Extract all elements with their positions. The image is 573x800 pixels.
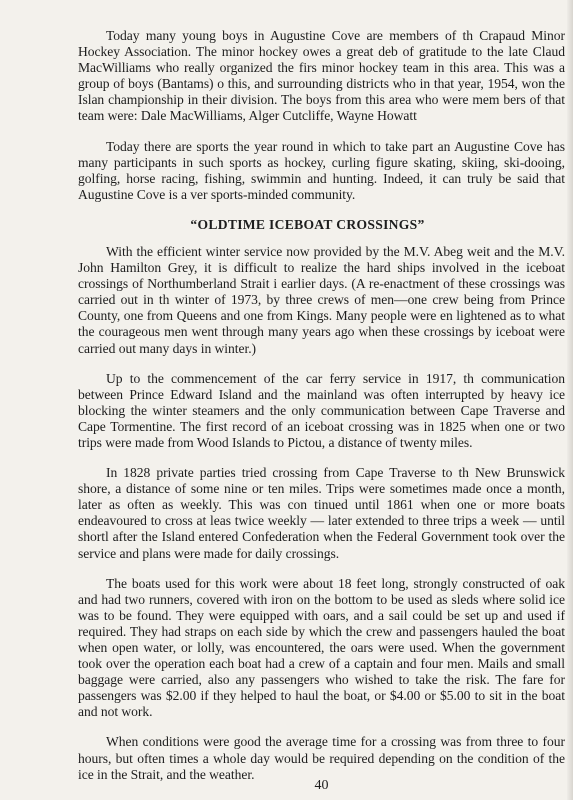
- paragraph-1828-crossings: In 1828 private parties tried crossing from Cape Traverse to th New Brunswick shore, a distance of some nine or ten miles. Trips were sometimes made once a month, later as often as weekly. This was con tinued until 1861 when one or more boats endeavoured to cross at leas twice weekly — later extended to three trips a week — until shortl after the Island entered Confederation when the Federal Government took over the service and plans were made for daily crossings.: [78, 465, 565, 561]
- paragraph-sports: Today there are sports the year round in which to take part an Augustine Cove has many participants in such sports as hockey, curling figure skating, skiing, ski-dooing, golfing, horse racing, fishing, swimmin and hunting. Indeed, it can truly be said that Augustine Cove is a ver sports-minded community.: [78, 138, 565, 202]
- text-column: [78, 28, 565, 783]
- section-heading: “OLDTIME ICEBOAT CROSSINGS”: [190, 216, 425, 232]
- paragraph-car-ferry: Up to the commencement of the car ferry service in 1917, th communication between Prince Edward Island and the mainland was often interrupted by heavy ice blocking the winter steamers and the only communication between Cape Traverse and Cape Tormentine. The first record of an iceboat crossing was in 1825 when one or two trips were made from Wood Islands to Pictou, a distance of twenty miles.: [78, 370, 565, 450]
- paragraph-crossing-time: When conditions were good the average time for a crossing was from three to four hours, but often times a whole day would be required depending on the condition of the ice in the Strait, and the weather.: [78, 734, 565, 782]
- paragraph-winter-service: With the efficient winter service now provided by the M.V. Abeg weit and the M.V. John Hamilton Grey, it is difficult to realize the hard ships involved in the iceboat crossings of Northumberland Strait i earlier days. (A re-enactment of these crossings was carried out in th winter of 1973, by three crews of men—one crew being from Prince County, one from Queens and one from Kings. Many people were en lightened as to what the courageous men went through many years ago when these crossings by iceboat were carried out many days in winter.): [78, 243, 565, 356]
- paragraph-hockey: Today many young boys in Augustine Cove are members of th Crapaud Minor Hockey Association. The minor hockey owes a great deb of gratitude to the late Claud MacWilliams who really organized the firs minor hockey team in this area. This was a group of boys (Bantams) o this, and surrounding districts who in that year, 1954, won the Islan championship in their division. The boys from this area who were mem bers of that team were: Dale MacWilliams, Alger Cutcliffe, Wayne Howatt: [78, 28, 565, 124]
- paragraph-boats: The boats used for this work were about 18 feet long, strongly constructed of oak and had two runners, covered with iron on the bottom to be used as sleds where solid ice was to be found. They were equipped with oars, and a sail could be set up and used if required. They had straps on each side by which the crew and passengers hauled the boat when open water, or lolly, was encountered, the oars were used. When the government took over the operation each boat had a crew of a captain and four men. Mails and small baggage were carried, also any passengers who wished to take the risk. The fare for passengers was $2.00 if they helped to haul the boat, or $4.00 or $5.00 to sit in the boat and not work.: [78, 575, 565, 720]
- page-binding-edge: [567, 0, 573, 800]
- page-number: 40: [314, 778, 329, 793]
